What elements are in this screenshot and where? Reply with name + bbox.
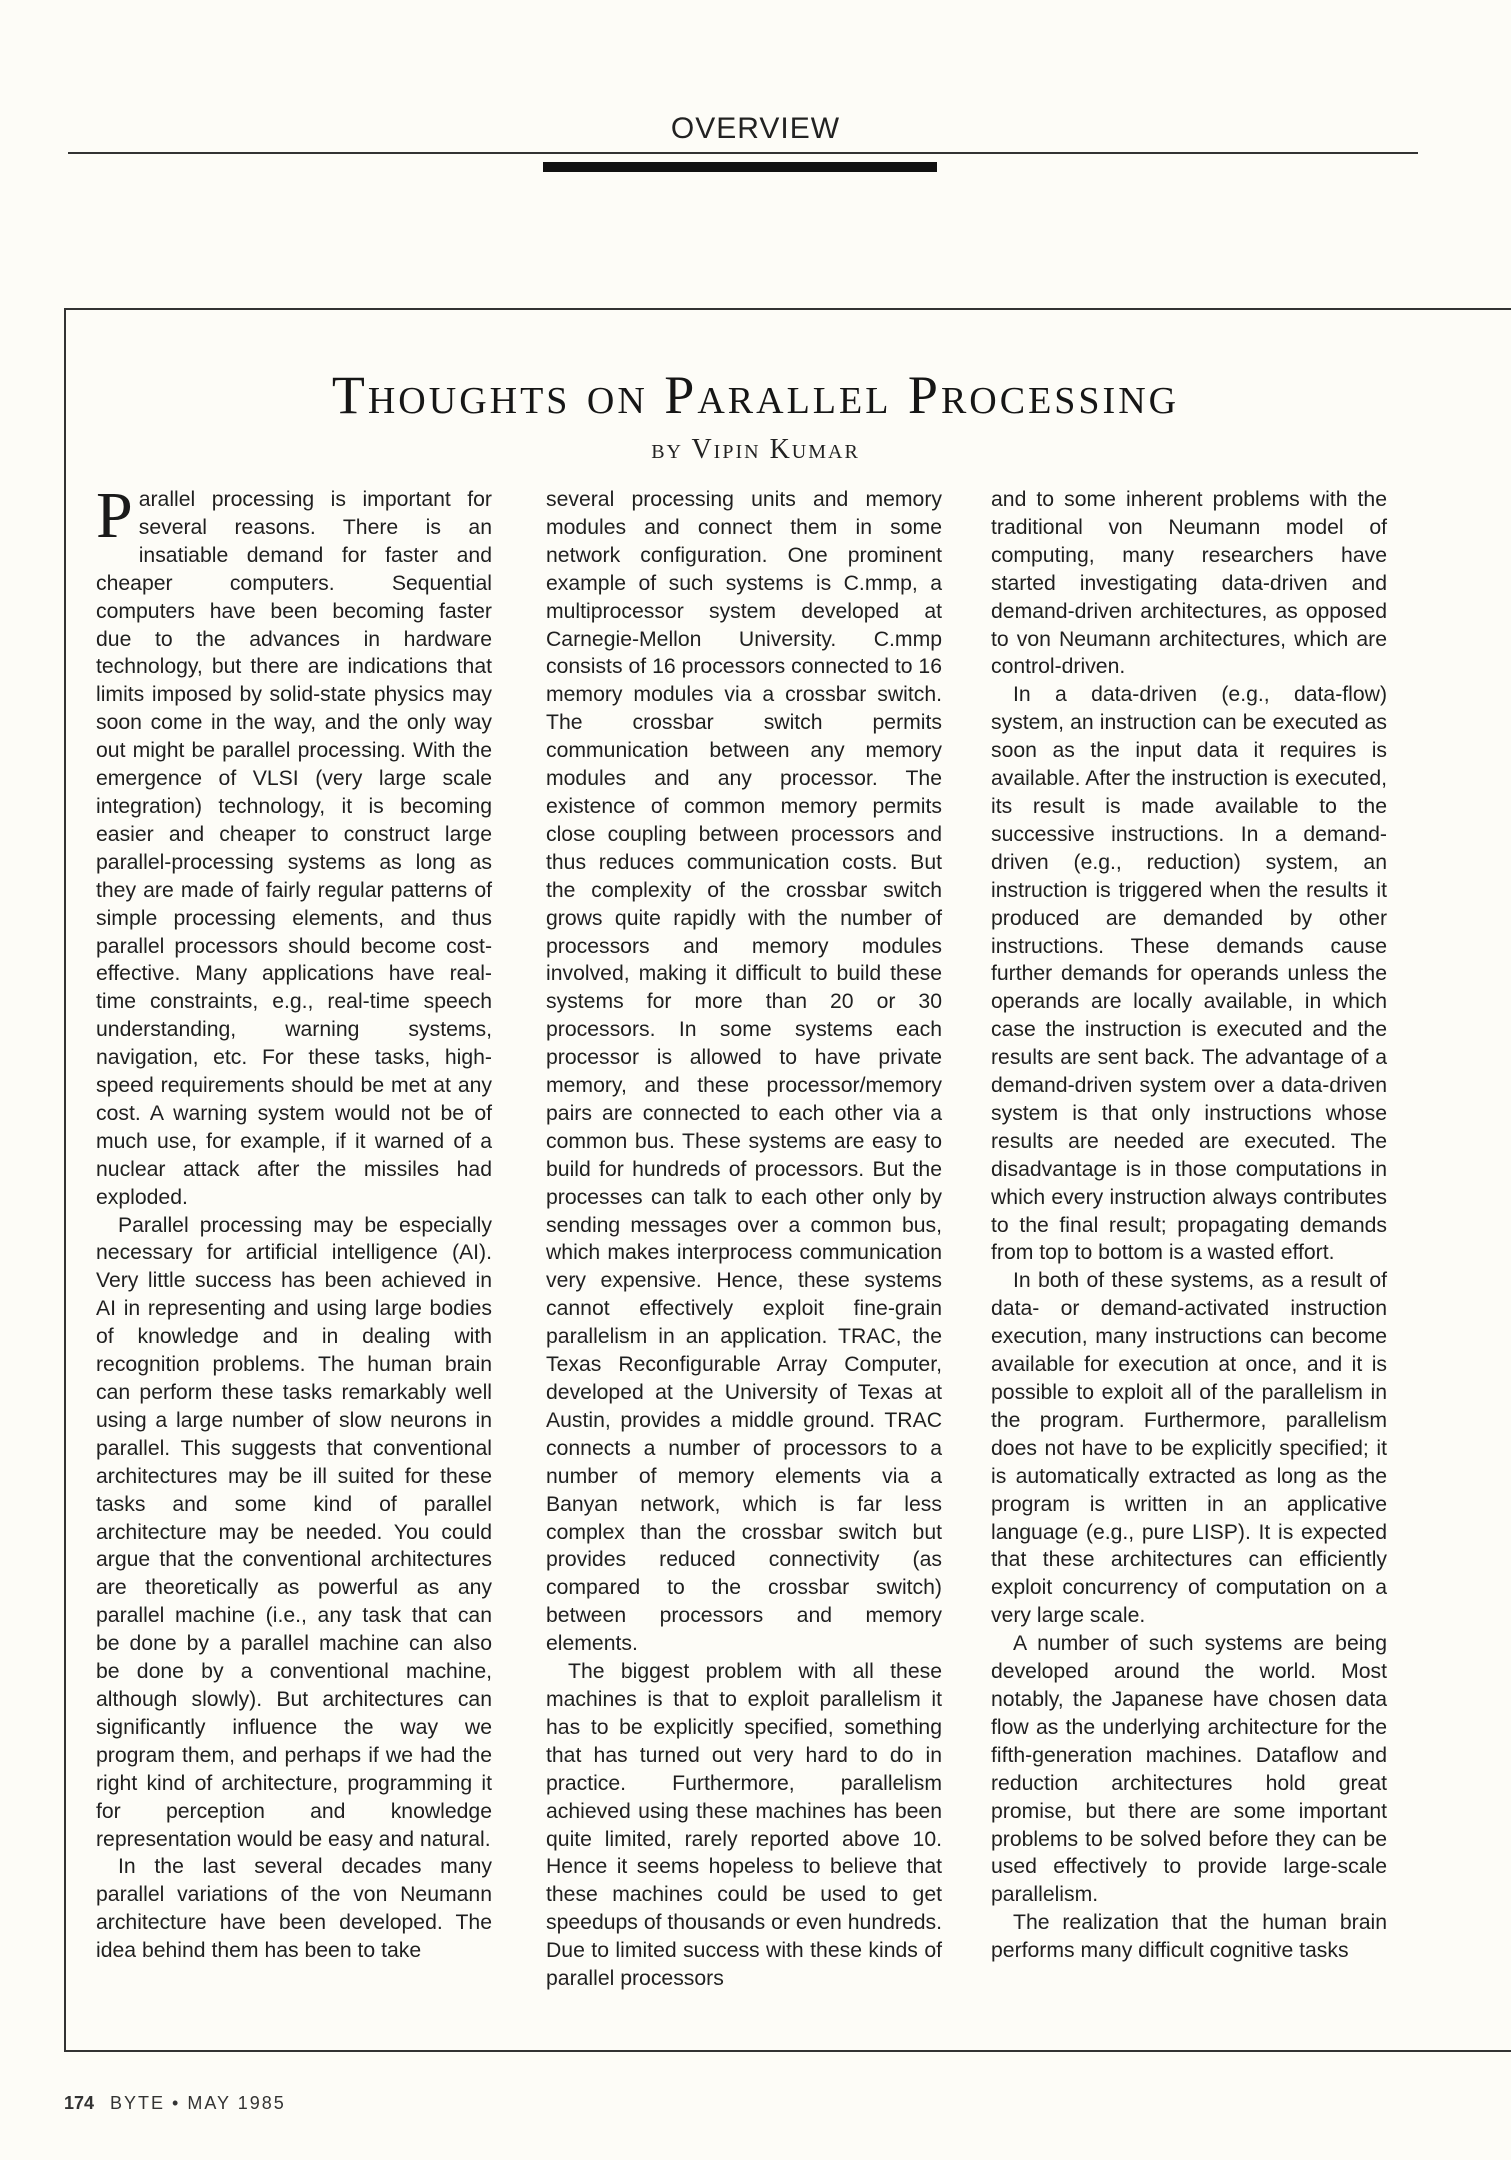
paragraph: In both of these systems, as a result of data- or demand-activated instruction execution, many instructions can become available for execution at once, and it is possible to exploit all of the parallelism in the program. Furthermore, parallelism does not have to be explicitly specified; it is automatically extracted as long as the program is written in an applicative language (e.g., pure LISP). It is expected that these architectures can efficiently exploit concurrency of computation on a very large scale.	[991, 1269, 1387, 1628]
paragraph: and to some inherent problems with the traditional von Neumann model of computing, many researchers have started investigating data-driven and demand-driven architectures, as opposed to von Neumann architectures, which are control-driven.	[991, 488, 1387, 679]
paragraph: The realization that the human brain performs many difficult cognitive tasks	[991, 1911, 1387, 1963]
article-byline: by Vipin Kumar	[651, 434, 860, 465]
article-title: Thoughts on Parallel Processing	[331, 365, 1180, 425]
drop-cap: P	[96, 479, 133, 552]
page-footer	[64, 2093, 286, 2114]
header-thick-rule	[543, 162, 937, 172]
article-column-1	[96, 479, 492, 1965]
paragraph-text: arallel processing is important for several reasons. There is an insatiable demand for faster and cheaper computers. Sequential computers have been becoming faster due to the advances in hardware technology, but there are indications that limits imposed by solid-state physics may soon come in the way, and the only way out might be parallel processing. With the emergence of VLSI (very large scale integration) technology, it is becoming easier and cheaper to construct large parallel-processing systems as long as they are made of fairly regular patterns of simple processing elements, and thus parallel processors should become cost-effective. Many applications have real-time constraints, e.g., real-time speech understanding, warning systems, navigation, etc. For these tasks, high-speed requirements should be met at any cost. A warning system would not be of much use, for example, if it warned of a nuclear attack after the missiles had exploded.	[96, 488, 492, 1209]
paragraph: The biggest problem with all these machines is that to exploit parallelism it has to be explicitly specified, something that has turned out very hard to do in practice. Furthermore, parallelism achieved using these machines has been quite limited, rarely reported above 10. Hence it seems hopeless to believe that these machines could be used to get speedups of thousands or even hundreds. Due to limited success with these kinds of parallel processors	[546, 1660, 942, 1991]
section-label: OVERVIEW	[670, 112, 841, 145]
header-rule	[68, 152, 1418, 154]
page-number: 174	[64, 2093, 95, 2113]
paragraph: In a data-driven (e.g., data-flow) system, an instruction can be executed as soon as the input data it requires is available. After the instruction is executed, its result is made available to the successive instructions. In a demand-driven (e.g., reduction) system, an instruction is triggered when the results it produced are demanded by other instructions. These demands cause further demands for operands unless the operands are locally available, in which case the instruction is executed and the results are sent back. The advantage of a demand-driven system over a data-driven system is that only instructions whose results are needed are executed. The disadvantage is in those computations in which every instruction always contributes to the final result; propagating demands from top to bottom is a wasted effort.	[991, 683, 1387, 1265]
article-column-3	[991, 486, 1387, 1965]
paragraph	[96, 479, 492, 1212]
paragraph: A number of such systems are being developed around the world. Most notably, the Japanese have chosen data flow as the underlying architecture for the fifth-generation machines. Dataflow and reduction architectures hold great promise, but there are some important problems to be solved before they can be used effectively to provide large-scale parallelism.	[991, 1632, 1387, 1907]
paragraph: Parallel processing may be especially necessary for artificial intelligence (AI). Very little success has been achieved in AI in representing and using large bodies of knowledge and in dealing with recognition problems. The human brain can perform these tasks remarkably well using a large number of slow neurons in parallel. This suggests that conventional architectures may be ill suited for these tasks and some kind of parallel architecture may be needed. You could argue that the conventional architectures are theoretically as powerful as any parallel machine (i.e., any task that can be done by a parallel machine can also be done by a conventional machine, although slowly). But architectures can significantly influence the way we program them, and perhaps if we had the right kind of architecture, programming it for perception and knowledge representation would be easy and natural.	[96, 1213, 492, 1851]
article-column-2	[546, 486, 942, 1993]
publication-info: BYTE • MAY 1985	[110, 2093, 286, 2113]
paragraph: several processing units and memory modules and connect them in some network configuration. One prominent example of such systems is C.mmp, a multiprocessor system developed at Carnegie-Mellon University. C.mmp consists of 16 processors connected to 16 memory modules via a crossbar switch. The crossbar switch permits communication between any memory modules and any processor. The existence of common memory permits close coupling between processors and thus reduces communication costs. But the complexity of the crossbar switch grows quite rapidly with the number of processors and memory modules involved, making it difficult to build these systems for more than 20 or 30 processors. In some systems each processor is allowed to have private memory, and these processor/memory pairs are connected to each other via a common bus. These systems are easy to build for hundreds of processors. But the processes can talk to each other only by sending messages over a common bus, which makes interprocess communication very expensive. Hence, these systems cannot effectively exploit fine-grain parallelism in an application. TRAC, the Texas Reconfigurable Array Computer, developed at the University of Texas at Austin, provides a middle ground. TRAC connects a number of processors to a number of memory elements via a Banyan network, which is far less complex than the crossbar switch but provides reduced connectivity (as compared to the crossbar switch) between processors and memory elements.	[546, 488, 942, 1656]
paragraph: In the last several decades many parallel variations of the von Neumann architecture have been developed. The idea behind them has been to take	[96, 1855, 492, 1963]
